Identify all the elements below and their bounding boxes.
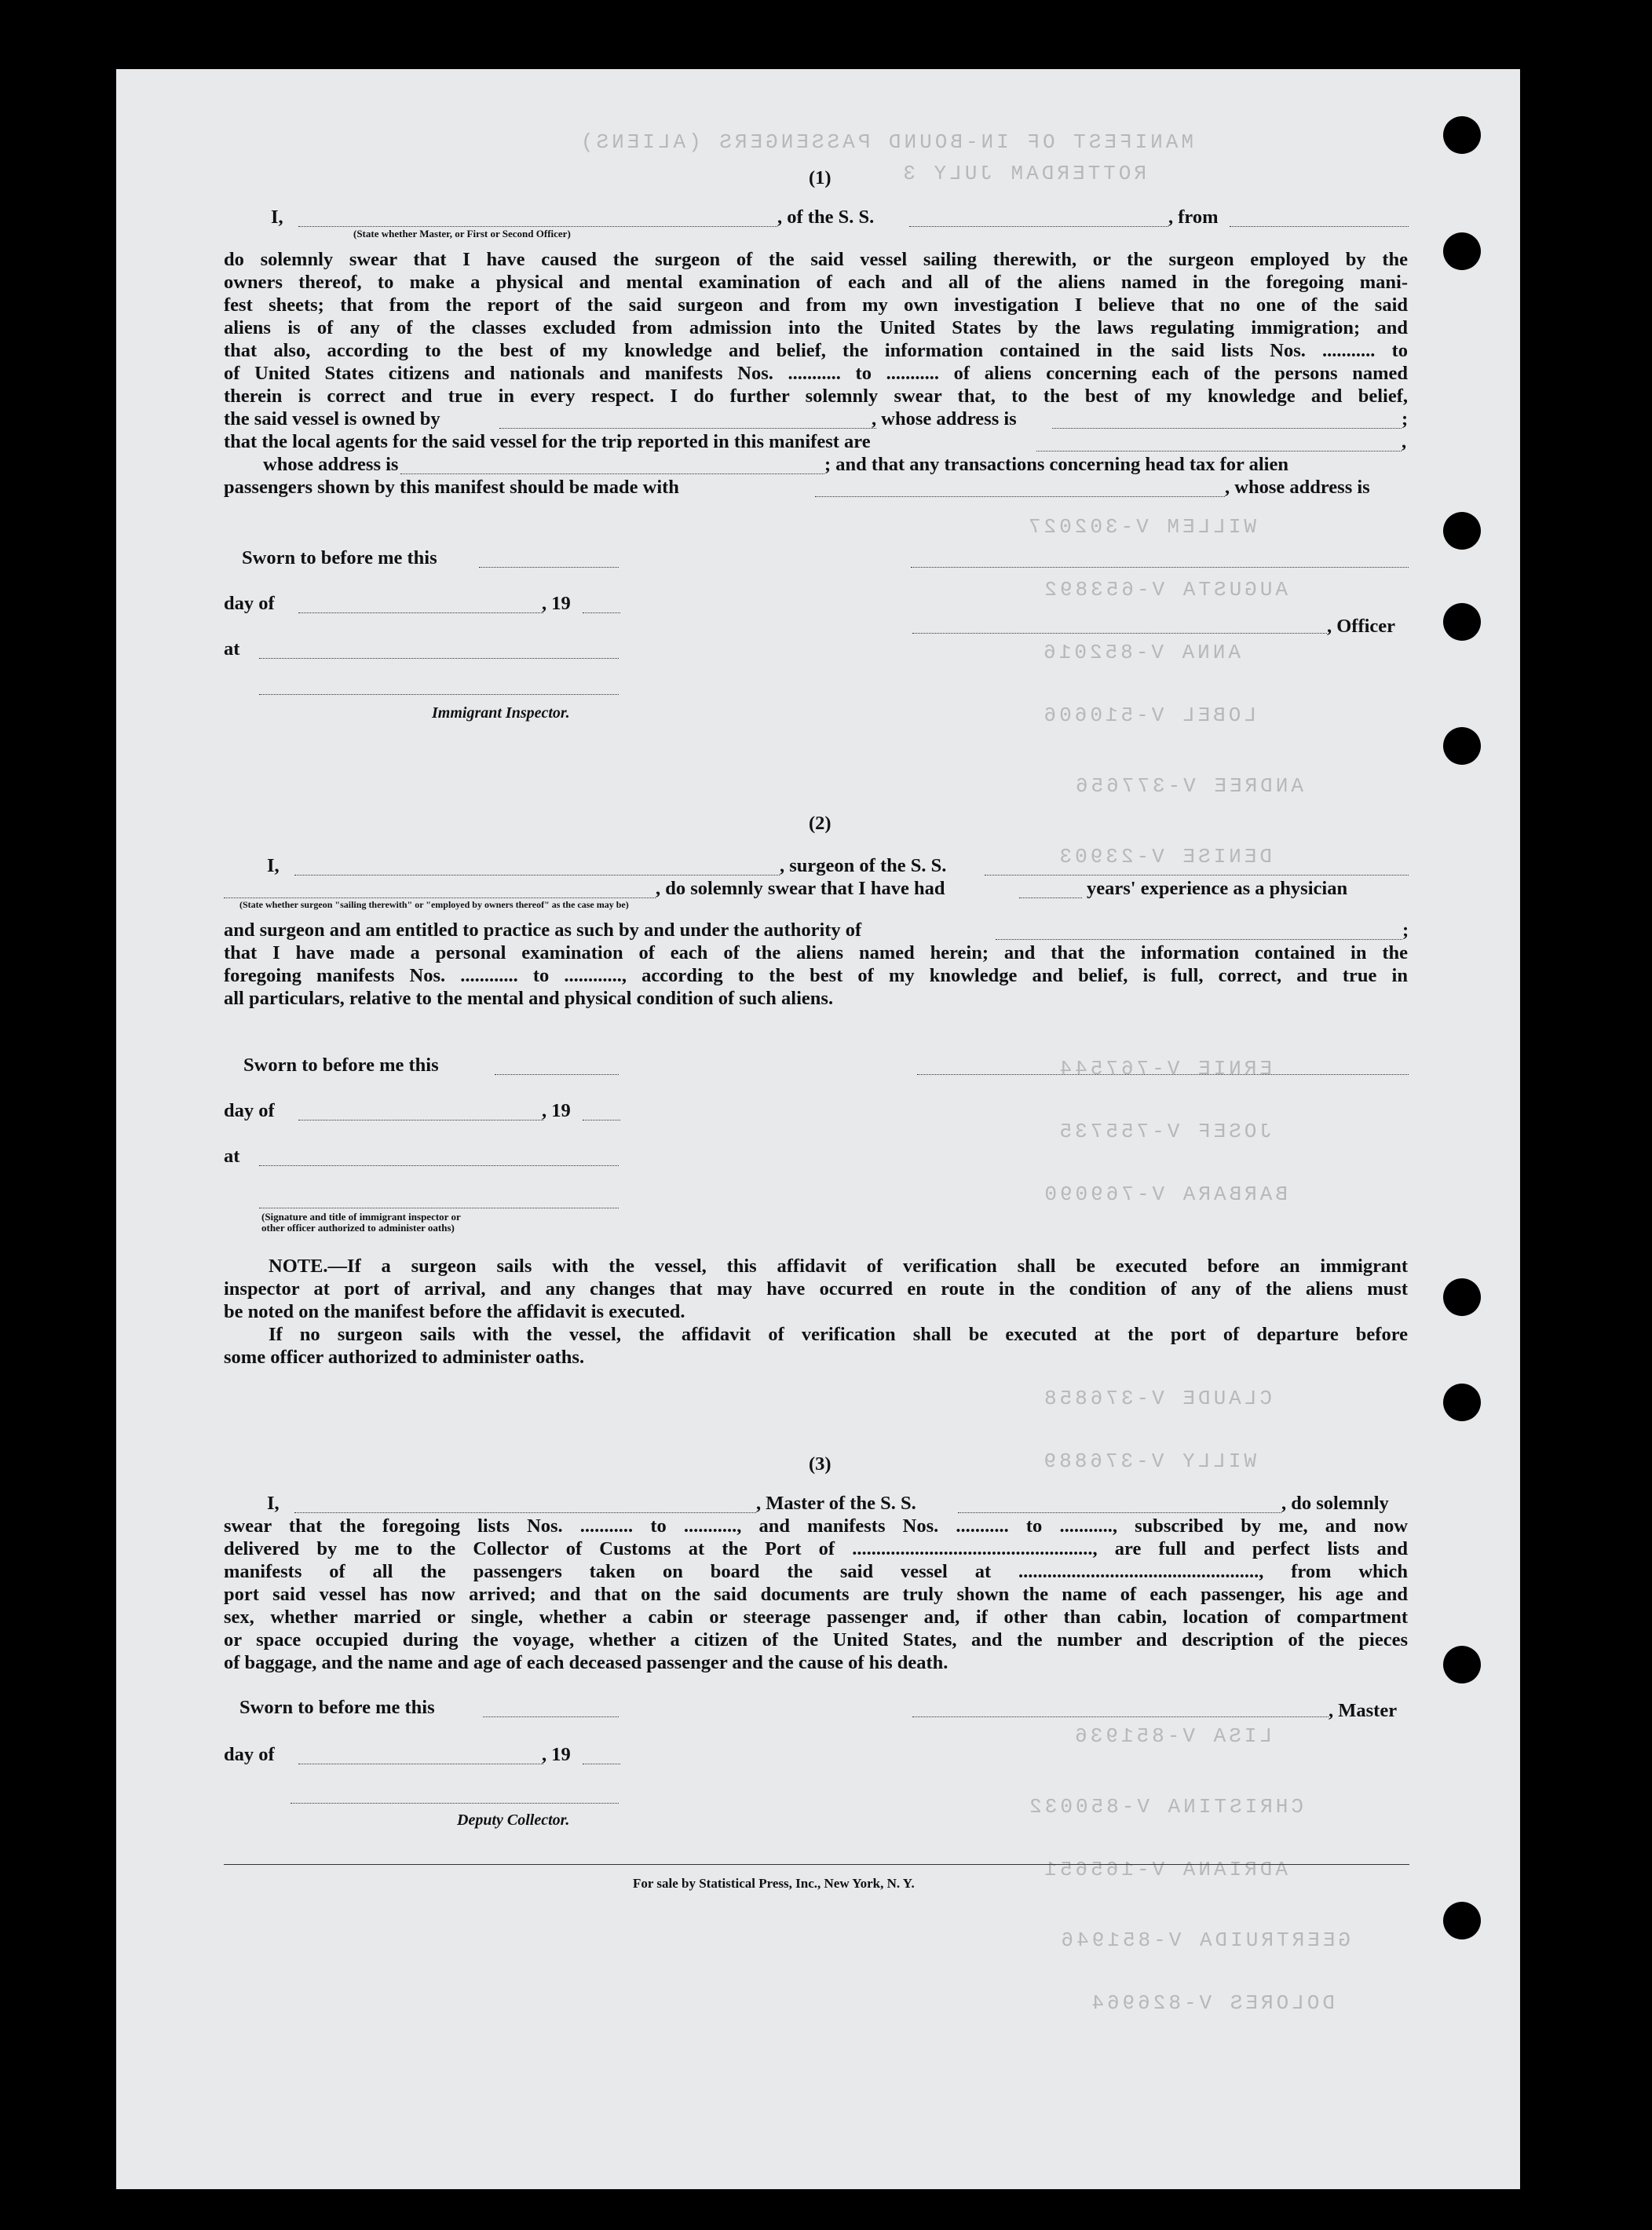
sworn-date-field[interactable] xyxy=(495,1074,619,1075)
oath-text: , do solemnly swear that I have had xyxy=(656,878,945,899)
publisher-footer: For sale by Statistical Press, Inc., New York, N. Y. xyxy=(633,1876,915,1891)
oath-text: , of the S. S. xyxy=(777,207,875,228)
officer-signature-field[interactable] xyxy=(912,633,1327,634)
punch-hole xyxy=(1443,1902,1481,1939)
departure-port-field[interactable] xyxy=(1230,226,1409,227)
punch-hole xyxy=(1443,603,1481,641)
oath-paragraph-line: delivered by me to the Collector of Customs at the Port of .................................................., are full and perfect lists and xyxy=(224,1538,1408,1559)
footer-divider xyxy=(224,1864,1409,1865)
head-tax-contact-field[interactable] xyxy=(815,496,1225,497)
oath-text: , whose address is xyxy=(1225,477,1370,498)
at-label: at xyxy=(224,638,240,660)
day-label: day of xyxy=(224,1100,275,1121)
oath-paragraph-line: fest sheets; that from the report of the said surgeon and from my own investigation I believe that no one of the said xyxy=(224,294,1408,316)
oath-text: , do solemnly xyxy=(1281,1493,1389,1514)
inspector-label: Immigrant Inspector. xyxy=(432,704,570,722)
oath-paragraph-line: of United States citizens and nationals and manifests Nos. ........... to ........... of aliens concerning each of the persons named xyxy=(224,363,1408,384)
oath-paragraph-line: swear that the foregoing lists Nos. ........... to ..........., and manifests Nos. ........... to ..........., subscribed by me, and now xyxy=(224,1515,1408,1537)
oath-text: years' experience as a physician xyxy=(1087,878,1348,899)
sworn-label: Sworn to before me this xyxy=(239,1697,435,1718)
master-label: , Master xyxy=(1329,1700,1398,1721)
oath-paragraph-line: aliens is of any of the classes excluded from admission into the United States by the laws regulating immigration; and xyxy=(224,317,1408,338)
location-field[interactable] xyxy=(259,658,619,659)
punch-hole xyxy=(1443,1384,1481,1421)
agents-address-field[interactable] xyxy=(400,473,824,474)
oath-paragraph-line: that also, according to the best of my knowledge and belief, the information contained in the said lists Nos. ........... to xyxy=(224,340,1408,361)
at-label: at xyxy=(224,1146,240,1167)
oath-paragraph-line: all particulars, relative to the mental and physical condition of such aliens. xyxy=(224,988,834,1009)
officer-label: , Officer xyxy=(1327,616,1396,637)
field-note: (State whether surgeon "sailing therewith" or "employed by owners thereof" as the case may be) xyxy=(239,899,629,910)
oath-paragraph-line: do solemnly swear that I have caused the surgeon of the said vessel sailing therewith, or the surgeon employed by the xyxy=(224,249,1408,270)
sworn-date-field[interactable] xyxy=(479,567,619,568)
day-label: day of xyxy=(224,1744,275,1765)
note-line: be noted on the manifest before the affidavit is executed. xyxy=(224,1301,685,1322)
note-line: If no surgeon sails with the vessel, the affidavit of verification shall be executed at the port of departure before xyxy=(269,1324,1408,1345)
oath-paragraph-line: port said vessel has now arrived; and that on the said documents are truly shown the name of each passenger, his age and xyxy=(224,1584,1408,1605)
section-number: (2) xyxy=(809,813,831,834)
field-note: (State whether Master, or First or Second Officer) xyxy=(353,228,571,239)
punch-hole xyxy=(1443,232,1481,270)
punch-hole xyxy=(1443,1278,1481,1316)
day-field[interactable] xyxy=(298,612,543,613)
oath-paragraph-line: manifests of all the passengers taken on board the said vessel at .................................................., from which xyxy=(224,1561,1408,1582)
owner-field[interactable] xyxy=(499,428,876,429)
master-name-field[interactable] xyxy=(294,1512,756,1513)
day-label: day of xyxy=(224,593,275,614)
oath-text: I, xyxy=(267,855,280,876)
punch-hole xyxy=(1443,116,1481,154)
note-line: some officer authorized to administer oaths. xyxy=(224,1347,585,1368)
master-signature-field[interactable] xyxy=(912,1716,1329,1717)
punch-hole xyxy=(1443,512,1481,550)
oath-paragraph-line: of baggage, and the name and age of each deceased passenger and the cause of his death. xyxy=(224,1652,948,1673)
deputy-signature-field[interactable] xyxy=(291,1803,619,1804)
year-field[interactable] xyxy=(583,612,620,613)
year-label: , 19 xyxy=(542,1100,571,1121)
section-number: (1) xyxy=(809,167,831,188)
note-line: inspector at port of arrival, and any changes that may have occurred en route in the condition of any of the aliens must xyxy=(224,1278,1408,1300)
location-field[interactable] xyxy=(259,1165,619,1166)
surgeon-status-field[interactable] xyxy=(224,897,656,898)
vessel-name-field[interactable] xyxy=(958,1512,1281,1513)
vessel-name-field[interactable] xyxy=(985,875,1409,876)
oath-text: , Master of the S. S. xyxy=(756,1493,916,1514)
sworn-label: Sworn to before me this xyxy=(242,547,437,568)
oath-text: I, xyxy=(267,1493,280,1514)
section-number: (3) xyxy=(809,1453,831,1475)
oath-text: , from xyxy=(1168,207,1219,228)
punch-hole xyxy=(1443,1646,1481,1683)
oath-paragraph-line: or space occupied during the voyage, whether a citizen of the United States, and the number and description of the pieces xyxy=(224,1629,1408,1651)
year-label: , 19 xyxy=(542,593,571,614)
inspector-signature-field[interactable] xyxy=(259,694,619,695)
oath-paragraph-line: therein is correct and true in every respect. I do further solemnly swear that, to the best of my knowledge and belief, xyxy=(224,386,1408,407)
deputy-label: Deputy Collector. xyxy=(457,1811,570,1829)
oath-text: passengers shown by this manifest should be made with xyxy=(224,477,679,498)
oath-text: ; and that any transactions concerning head tax for alien xyxy=(824,454,1288,475)
oath-text: , whose address is xyxy=(872,408,1017,430)
note-line: NOTE.—If a surgeon sails with the vessel, this affidavit of verification shall be executed before an immigrant xyxy=(269,1256,1408,1277)
oath-paragraph-line: owners thereof, to make a physical and mental examination of each and all of the aliens named in the foregoing mani- xyxy=(224,272,1408,293)
oath-paragraph-line: foregoing manifests Nos. ............ to ............, according to the best of my knowledge and belief, is full, correct, and true in xyxy=(224,965,1408,986)
authority-field[interactable] xyxy=(996,939,1402,940)
owner-address-field[interactable] xyxy=(1052,428,1402,429)
master-name-field[interactable] xyxy=(298,226,777,227)
punch-hole xyxy=(1443,727,1481,765)
signature-note: other officer authorized to administer oaths) xyxy=(261,1222,455,1234)
officer-field-upper[interactable] xyxy=(911,567,1409,568)
year-label: , 19 xyxy=(542,1744,571,1765)
oath-paragraph-line: sex, whether married or single, whether a cabin or steerage passenger and, if other than cabin, location of compartment xyxy=(224,1607,1408,1628)
oath-text: that the local agents for the said vessel for the trip reported in this manifest are xyxy=(224,431,871,452)
oath-paragraph-line: that I have made a personal examination of each of the aliens named herein; and that the information contained in the xyxy=(224,942,1408,963)
bleed-through-texture: MANIFEST OF IN-BOUND PASSENGERS (ALIENS) ROTTERDAM JULY 3 WILLEM V-302027 AUGUSTA V-653892 ANNA V-852016 LOBEL V-510606 ANDREE V-377656 DENISE V-23903 ERNIE V-767544 JOSEF V-755735 BARBARA V-769090 CLAUDE V-376858 WILLY V-376889 LISA V-851936 CHRISTINA V-850032 ADRIANA V-165651 GEERTRUIDA V-851946 DOLORES V-826964 xyxy=(577,130,1350,2015)
sworn-date-field[interactable] xyxy=(483,1716,619,1717)
oath-text: whose address is xyxy=(263,454,399,475)
oath-text: , surgeon of the S. S. xyxy=(780,855,947,876)
surgeon-signature-field[interactable] xyxy=(917,1074,1409,1075)
oath-text: and surgeon and am entitled to practice as such by and under the authority of xyxy=(224,919,862,941)
sworn-label: Sworn to before me this xyxy=(243,1055,439,1076)
years-experience-field[interactable] xyxy=(1019,897,1082,898)
signature-note: (Signature and title of immigrant inspector or xyxy=(261,1211,461,1223)
oath-text: the said vessel is owned by xyxy=(224,408,440,430)
surgeon-name-field[interactable] xyxy=(294,875,780,876)
oath-text: I, xyxy=(271,207,283,228)
vessel-name-field[interactable] xyxy=(909,226,1168,227)
punch-hole xyxy=(1443,2192,1481,2230)
